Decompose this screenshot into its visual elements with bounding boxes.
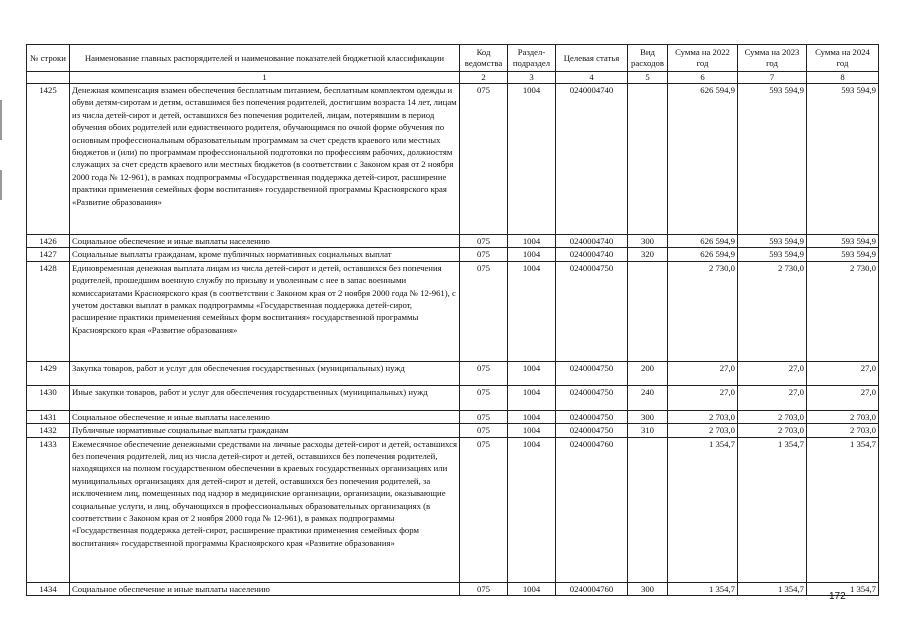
row-section: 1004 — [508, 437, 556, 582]
row-number: 1429 — [27, 361, 70, 385]
table-row — [27, 261, 879, 361]
row-name: Иные закупки товаров, работ и услуг для обеспечения государственных (муниципальных) нужд — [70, 385, 460, 410]
header-section: Раздел-подраздел — [508, 45, 556, 72]
table-row — [27, 582, 879, 595]
col-number: 3 — [508, 72, 556, 84]
row-section: 1004 — [508, 235, 556, 248]
row-dept-code: 075 — [460, 84, 508, 235]
row-name: Социальные выплаты гражданам, кроме публичных нормативных социальных выплат — [70, 248, 460, 261]
table-row — [27, 361, 879, 385]
row-expense-type: 300 — [628, 410, 668, 423]
row-number: 1433 — [27, 437, 70, 582]
table-row — [27, 385, 879, 410]
row-dept-code: 075 — [460, 410, 508, 423]
row-name: Социальное обеспечение и иные выплаты населению — [70, 410, 460, 423]
row-expense-type: 310 — [628, 424, 668, 437]
row-section: 1004 — [508, 248, 556, 261]
row-sum-2023: 27,0 — [738, 385, 807, 410]
row-expense-type — [628, 437, 668, 582]
header-row-no: № строки — [27, 45, 70, 72]
row-target-item: 0240004760 — [556, 582, 628, 595]
row-dept-code: 075 — [460, 235, 508, 248]
scan-binding-edge — [0, 170, 2, 200]
row-target-item: 0240004750 — [556, 424, 628, 437]
row-name: Социальное обеспечение и иные выплаты населению — [70, 235, 460, 248]
row-sum-2024: 2 730,0 — [807, 261, 879, 361]
row-sum-2022: 626 594,9 — [668, 248, 738, 261]
col-number: 4 — [556, 72, 628, 84]
row-sum-2024: 593 594,9 — [807, 248, 879, 261]
row-section: 1004 — [508, 582, 556, 595]
row-target-item: 0240004740 — [556, 84, 628, 235]
row-name: Социальное обеспечение и иные выплаты населению — [70, 582, 460, 595]
row-sum-2023: 1 354,7 — [738, 437, 807, 582]
page-number: 172 — [829, 591, 846, 602]
row-expense-type — [628, 261, 668, 361]
row-section: 1004 — [508, 410, 556, 423]
row-sum-2023: 27,0 — [738, 361, 807, 385]
row-number: 1434 — [27, 582, 70, 595]
row-sum-2023: 2 703,0 — [738, 424, 807, 437]
row-sum-2024: 1 354,7 — [807, 437, 879, 582]
scan-binding-edge — [0, 100, 2, 140]
col-number: 6 — [668, 72, 738, 84]
row-target-item: 0240004750 — [556, 261, 628, 361]
row-expense-type: 300 — [628, 582, 668, 595]
table-row — [27, 84, 879, 235]
row-expense-type: 300 — [628, 235, 668, 248]
row-sum-2023: 593 594,9 — [738, 248, 807, 261]
table-row — [27, 437, 879, 582]
row-name: Публичные нормативные социальные выплаты гражданам — [70, 424, 460, 437]
row-sum-2022: 2 703,0 — [668, 424, 738, 437]
row-section: 1004 — [508, 261, 556, 361]
header-sum-2022: Сумма на 2022 год — [668, 45, 738, 72]
row-sum-2022: 2 730,0 — [668, 261, 738, 361]
row-sum-2023: 2 730,0 — [738, 261, 807, 361]
row-sum-2024: 2 703,0 — [807, 424, 879, 437]
col-number: 7 — [738, 72, 807, 84]
row-name: Закупка товаров, работ и услуг для обеспечения государственных (муниципальных) нужд — [70, 361, 460, 385]
row-number: 1426 — [27, 235, 70, 248]
row-target-item: 0240004740 — [556, 235, 628, 248]
row-sum-2023: 1 354,7 — [738, 582, 807, 595]
row-sum-2023: 593 594,9 — [738, 235, 807, 248]
row-name: Ежемесячное обеспечение денежными средствами на личные расходы детей-сирот и детей, оставшихся без попечения родителей, лиц из числа детей-сирот и детей, оставшихся без попечения родителей, находящихся на полном государственном обеспечении в краевых государственных организациях или муниципальных организациях для детей-сирот и детей, оставшихся без попечения родителей, за исключением лиц, помещенных под надзор в медицинские организации, организации, оказывающие социальные услуги, и лиц, обучающихся в профессиональных образовательных организациях (в соответствии с Законом края от 2 ноября 2000 года № 12-961), в рамках подпрограммы «Государственная поддержка детей-сирот, расширение практики применения семейных форм воспитания» государственной программы Красноярского края «Развитие образования» — [70, 437, 460, 582]
col-number: 8 — [807, 72, 879, 84]
row-sum-2022: 1 354,7 — [668, 582, 738, 595]
row-section: 1004 — [508, 361, 556, 385]
row-target-item: 0240004750 — [556, 361, 628, 385]
table-row — [27, 424, 879, 437]
row-dept-code: 075 — [460, 385, 508, 410]
row-sum-2023: 2 703,0 — [738, 410, 807, 423]
row-section: 1004 — [508, 84, 556, 235]
header-expense-type: Вид расходов — [628, 45, 668, 72]
row-dept-code: 075 — [460, 437, 508, 582]
table-row — [27, 248, 879, 261]
row-dept-code: 075 — [460, 248, 508, 261]
row-sum-2022: 626 594,9 — [668, 235, 738, 248]
row-number: 1430 — [27, 385, 70, 410]
row-name: Денежная компенсация взамен обеспечения бесплатным питанием, бесплатным комплектом одежды и обуви детям-сиротам и детям, оставшимся без попечения родителей, достигшим возраста 14 лет, лицам из числа детей-сирот и детей, оставшихся без попечения родителей, лицам, потерявшим в период обучения обоих родителей или единственного родителя, обучающимся по очной форме обучения по основным профессиональным образовательным программам за счет средств краевого или местных бюджетов и (или) по программам профессиональной подготовки по профессиям рабочих, должностям служащих за счет средств краевого или местных бюджетов (в соответствии с Законом края от 2 ноября 2000 года № 12-961), в рамках подпрограммы «Государственная поддержка детей-сирот, расширение практики применения семейных форм воспитания» государственной программы Красноярского края «Развитие образования» — [70, 84, 460, 235]
budget-table-page — [26, 44, 879, 596]
row-sum-2024: 27,0 — [807, 385, 879, 410]
row-number: 1425 — [27, 84, 70, 235]
row-number: 1432 — [27, 424, 70, 437]
row-target-item: 0240004750 — [556, 410, 628, 423]
row-target-item: 0240004760 — [556, 437, 628, 582]
row-sum-2022: 626 594,9 — [668, 84, 738, 235]
row-sum-2022: 27,0 — [668, 361, 738, 385]
row-expense-type — [628, 84, 668, 235]
row-target-item: 0240004750 — [556, 385, 628, 410]
budget-table — [26, 44, 879, 596]
header-dept-code: Код ведомства — [460, 45, 508, 72]
row-number: 1431 — [27, 410, 70, 423]
header-name: Наименование главных распорядителей и наименование показателей бюджетной классификации — [70, 45, 460, 72]
row-sum-2022: 2 703,0 — [668, 410, 738, 423]
col-number — [27, 72, 70, 84]
row-dept-code: 075 — [460, 361, 508, 385]
row-section: 1004 — [508, 385, 556, 410]
row-sum-2024: 27,0 — [807, 361, 879, 385]
col-number: 2 — [460, 72, 508, 84]
row-section: 1004 — [508, 424, 556, 437]
row-expense-type: 240 — [628, 385, 668, 410]
row-target-item: 0240004740 — [556, 248, 628, 261]
row-sum-2023: 593 594,9 — [738, 84, 807, 235]
row-sum-2024: 2 703,0 — [807, 410, 879, 423]
header-target-item: Целевая статья — [556, 45, 628, 72]
table-row — [27, 235, 879, 248]
row-name: Единовременная денежная выплата лицам из числа детей-сирот и детей, оставшихся без попечения родителей, прошедшим военную службу по призыву и уволенным с нее в запас военными комиссариатами Красноярского края (в соответствии с Законом края от 2 ноября 2000 года № 12-961), с учетом доставки выплат в рамках подпрограммы «Государственная поддержка детей-сирот, расширение практики применения семейных форм воспитания» государственной программы Красноярского края «Развитие образования» — [70, 261, 460, 361]
header-sum-2023: Сумма на 2023 год — [738, 45, 807, 72]
header-sum-2024: Сумма на 2024 год — [807, 45, 879, 72]
row-expense-type: 200 — [628, 361, 668, 385]
row-sum-2024: 593 594,9 — [807, 235, 879, 248]
row-sum-2022: 1 354,7 — [668, 437, 738, 582]
col-number: 5 — [628, 72, 668, 84]
row-dept-code: 075 — [460, 582, 508, 595]
table-row — [27, 410, 879, 423]
row-sum-2024: 593 594,9 — [807, 84, 879, 235]
row-number: 1427 — [27, 248, 70, 261]
row-sum-2024: 1 354,7 — [807, 582, 879, 595]
col-number: 1 — [70, 72, 460, 84]
row-sum-2022: 27,0 — [668, 385, 738, 410]
row-expense-type: 320 — [628, 248, 668, 261]
row-number: 1428 — [27, 261, 70, 361]
row-dept-code: 075 — [460, 261, 508, 361]
row-dept-code: 075 — [460, 424, 508, 437]
